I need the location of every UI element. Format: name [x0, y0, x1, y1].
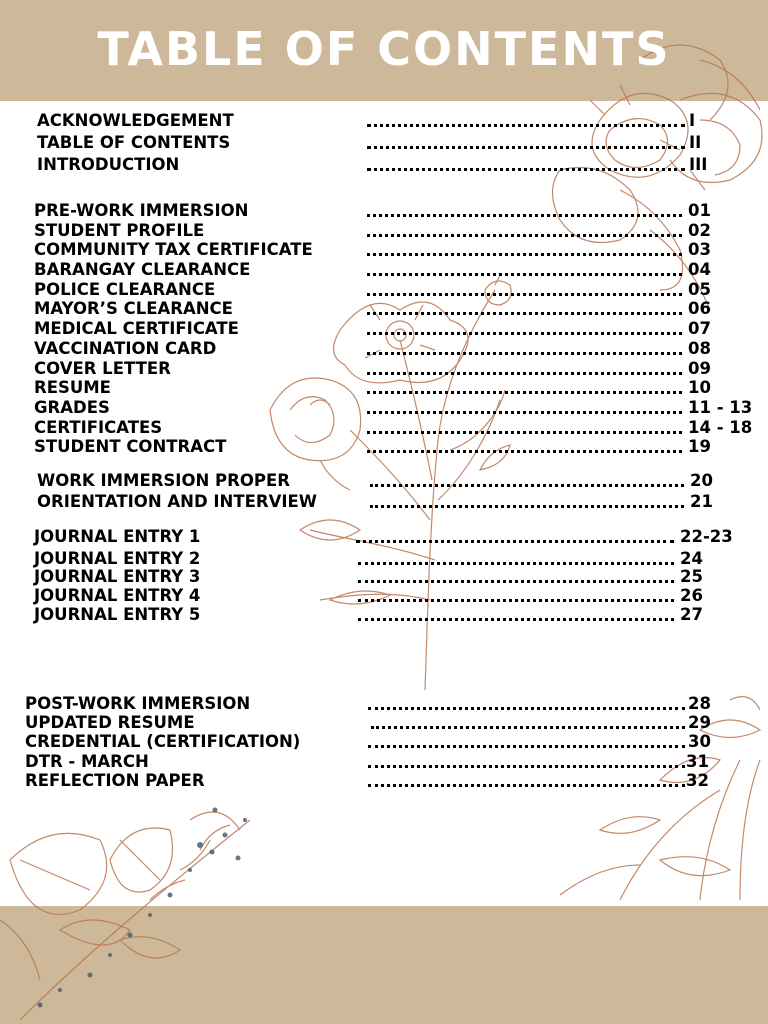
toc-entry-page: 08: [688, 339, 711, 358]
toc-entry: [34, 604, 734, 626]
dot-leader: [367, 234, 682, 237]
toc-entry-label: POST-WORK IMMERSION: [25, 694, 251, 713]
toc-entry-label: ACKNOWLEDGEMENT: [37, 111, 234, 130]
toc-entry: [34, 338, 734, 360]
toc-entry: [34, 298, 734, 320]
toc-entry-label: JOURNAL ENTRY 5: [34, 605, 201, 624]
toc-entry-page: 19: [688, 437, 711, 456]
toc-entry-label: RESUME: [34, 378, 111, 397]
toc-entry: [34, 239, 734, 261]
dot-leader: [367, 391, 682, 394]
toc-entry: [37, 110, 697, 132]
dot-leader: [367, 450, 682, 453]
toc-entry-label: JOURNAL ENTRY 1: [34, 527, 201, 546]
toc-entry-label: POLICE CLEARANCE: [34, 280, 216, 299]
dot-leader: [367, 293, 682, 296]
toc-entry-page: 06: [688, 299, 711, 318]
toc-entry: [37, 154, 708, 176]
dot-leader: [367, 372, 682, 375]
toc-entry-label: JOURNAL ENTRY 4: [34, 586, 201, 605]
dot-leader: [367, 431, 682, 434]
toc-entry-page: 01: [688, 201, 711, 220]
toc-entry-label: PRE-WORK IMMERSION: [34, 201, 249, 220]
toc-entry-page: 02: [688, 221, 711, 240]
toc-entry-label: UPDATED RESUME: [25, 713, 195, 732]
toc-entry-page: 22-23: [680, 527, 733, 546]
toc-entry-page: 26: [680, 586, 703, 605]
toc-entry-page: 04: [688, 260, 711, 279]
dot-leader: [358, 599, 674, 602]
toc-entry-label: DTR - MARCH: [25, 752, 149, 771]
dot-leader: [358, 618, 674, 621]
toc-entry-page: 31: [686, 752, 709, 771]
toc-entry-page: 32: [686, 771, 709, 790]
toc-entry-page: 28: [688, 694, 711, 713]
leaves-bottom-left: [0, 812, 240, 980]
toc-entry-label: COMMUNITY TAX CERTIFICATE: [34, 240, 313, 259]
dot-leader: [367, 214, 682, 217]
toc-entry-label: COVER LETTER: [34, 359, 171, 378]
toc-entry-page: 25: [680, 567, 703, 586]
toc-entry-label: STUDENT CONTRACT: [34, 437, 227, 456]
dot-leader: [367, 332, 682, 335]
toc-entry-label: MEDICAL CERTIFICATE: [34, 319, 239, 338]
dot-leader: [367, 273, 682, 276]
dot-leader: [370, 505, 684, 508]
toc-entry-label: CREDENTIAL (CERTIFICATION): [25, 732, 301, 751]
toc-entry-label: GRADES: [34, 398, 110, 417]
dot-leader: [367, 352, 682, 355]
dot-leader: [367, 146, 685, 149]
dot-leader: [367, 168, 685, 171]
toc-entry-label: MAYOR’S CLEARANCE: [34, 299, 233, 318]
toc-entry-page: 24: [680, 549, 703, 568]
toc-entry: [34, 436, 734, 458]
dot-leader: [358, 580, 674, 583]
toc-entry-page: I: [689, 111, 696, 130]
toc-entry-page: 03: [688, 240, 711, 259]
toc-entry-page: 29: [688, 713, 711, 732]
dot-leader: [368, 707, 685, 710]
toc-entry-label: STUDENT PROFILE: [34, 221, 205, 240]
toc-entry-page: 07: [688, 319, 711, 338]
dot-leader: [368, 765, 685, 768]
dot-leader: [367, 124, 685, 127]
dot-leader: [358, 562, 674, 565]
toc-entry-page: 30: [688, 732, 711, 751]
toc-entry: [34, 397, 754, 419]
toc-entry-page: 14 - 18: [688, 418, 753, 437]
dot-leader: [368, 784, 685, 787]
toc-entry-label: TABLE OF CONTENTS: [37, 133, 231, 152]
toc-entry-label: REFLECTION PAPER: [25, 771, 205, 790]
toc-entry-page: 11 - 13: [688, 398, 753, 417]
toc-entry-label: INTRODUCTION: [37, 155, 180, 174]
dot-leader: [356, 540, 674, 543]
toc-entry: [34, 200, 734, 222]
berries: [38, 808, 248, 1008]
dot-leader: [367, 411, 682, 414]
toc-entry: [37, 470, 737, 492]
toc-entry-page: 21: [690, 492, 713, 511]
toc-entry-label: WORK IMMERSION PROPER: [37, 471, 290, 490]
toc-entry: [37, 132, 702, 154]
toc-entry: [34, 526, 754, 548]
dot-leader: [368, 745, 685, 748]
dot-leader: [367, 312, 682, 315]
toc-entry: [37, 491, 737, 513]
toc-entry-label: VACCINATION CARD: [34, 339, 217, 358]
toc-entry-page: 05: [688, 280, 711, 299]
dot-leader: [371, 726, 685, 729]
toc-entry-label: JOURNAL ENTRY 2: [34, 549, 201, 568]
toc-entry-label: ORIENTATION AND INTERVIEW: [37, 492, 317, 511]
toc-entry-label: CERTIFICATES: [34, 418, 163, 437]
toc-entry-page: 27: [680, 605, 703, 624]
page-title: TABLE OF CONTENTS: [97, 22, 671, 76]
toc-entry: [25, 731, 725, 753]
toc-entry-label: JOURNAL ENTRY 3: [34, 567, 201, 586]
toc-entry-page: 09: [688, 359, 711, 378]
toc-entry: [34, 318, 734, 340]
toc-entry-label: BARANGAY CLEARANCE: [34, 260, 251, 279]
branch-bottom-left: [20, 820, 250, 1020]
toc-entry-page: III: [689, 155, 708, 174]
toc-entry-page: 20: [690, 471, 713, 490]
toc-entry: [34, 259, 734, 281]
dot-leader: [367, 253, 682, 256]
toc-entry-page: 10: [688, 378, 711, 397]
toc-entry: [34, 377, 734, 399]
toc-entry-page: II: [689, 133, 702, 152]
dot-leader: [370, 484, 684, 487]
toc-entry: [25, 770, 725, 792]
